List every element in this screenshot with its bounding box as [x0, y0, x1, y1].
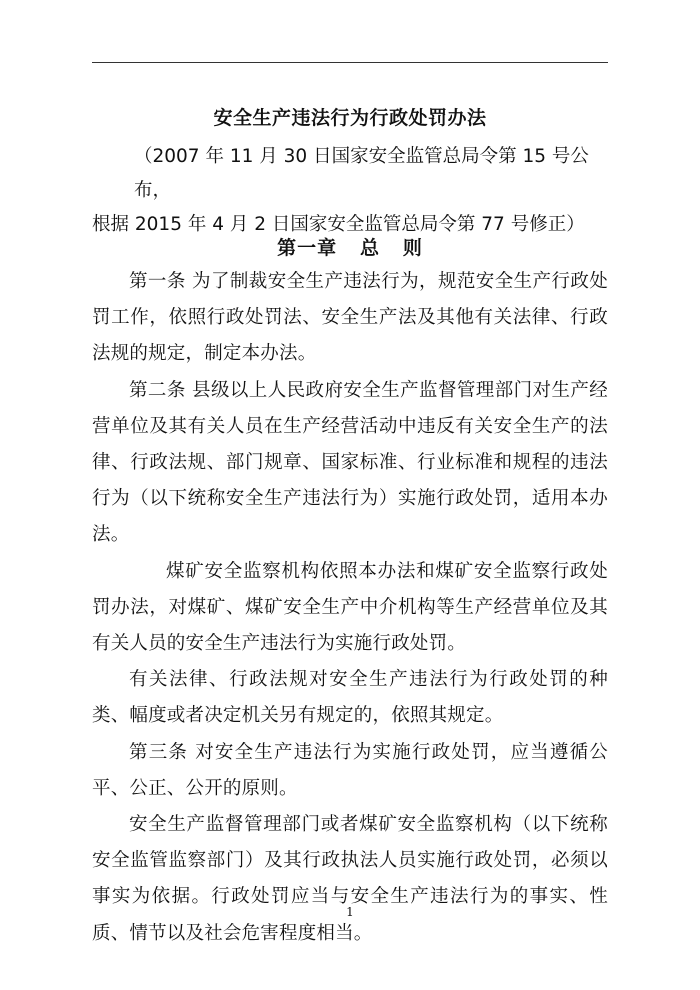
article-1-paragraph: 第一条 为了制裁安全生产违法行为，规范安全生产行政处罚工作，依照行政处罚法、安全生产法及其他有关法律、行政法规的规定，制定本办法。 — [92, 271, 608, 365]
subtitle-line-2: 根据 2015 年 4 月 2 日国家安全监管总局令第 77 号修正） — [92, 214, 585, 235]
coal-mine-paragraph: 煤矿安全监察机构依照本办法和煤矿安全监察行政处罚办法，对煤矿、煤矿安全生产中介机构等生产经营单位及其有关人员的安全生产违法行为实施行政处罚。 — [92, 560, 608, 655]
article-2-paragraph: 第二条 县级以上人民政府安全生产监督管理部门对生产经营单位及其有关人员在生产经营活动中违反有关安全生产的法律、行政法规、部门规章、国家标准、行业标准和规程的违法行为（以下统称安全生产违法行为）实施行政处罚，适用本办法。 — [92, 379, 608, 546]
document-subtitle — [92, 140, 608, 242]
other-laws-paragraph: 有关法律、行政法规对安全生产违法行为行政处罚的种类、幅度或者决定机关另有规定的，依照其规定。 — [92, 669, 608, 727]
document-body — [92, 264, 608, 952]
page-number: 1 — [346, 905, 354, 919]
subtitle-line-1: （2007 年 11 月 30 日国家安全监管总局令第 15 号公布， — [134, 146, 589, 201]
article-3-paragraph: 第三条 对安全生产违法行为实施行政处罚，应当遵循公平、公正、公开的原则。 — [92, 741, 608, 799]
chapter-heading: 第一章 总 则 — [277, 237, 423, 259]
header-rule — [92, 62, 608, 63]
document-title: 安全生产违法行为行政处罚办法 — [213, 107, 487, 129]
enforcement-paragraph: 安全生产监督管理部门或者煤矿安全监察机构（以下统称安全监管监察部门）及其行政执法人员实施行政处罚，必须以事实为依据。行政处罚应当与安全生产违法行为的事实、性质、情节以及社会危害程度相当。 — [92, 814, 608, 944]
